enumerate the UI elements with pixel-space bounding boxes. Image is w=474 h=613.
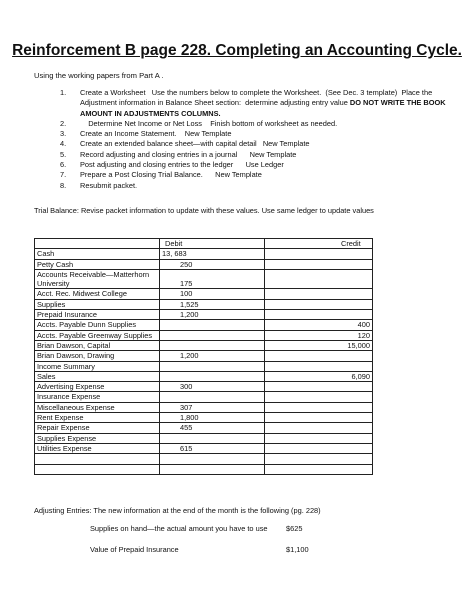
credit-cell	[265, 433, 373, 443]
account-cell	[35, 454, 160, 464]
step-number: 2.	[60, 118, 67, 128]
account-cell: Brian Dawson, Drawing	[35, 351, 160, 361]
step-text	[80, 150, 450, 160]
step-emphasis: DO NOT WRITE THE BOOK AMOUNT IN ADJUSTMENTS COLUMNS.	[80, 98, 446, 118]
debit-value	[162, 331, 180, 340]
debit-value: 250	[180, 259, 193, 269]
step-text	[80, 139, 450, 149]
page-title: Reinforcement B page 228. Completing an Accounting Cycle.	[12, 42, 462, 59]
trial-balance-note: Trial Balance: Revise packet information to update with these values. Use same ledger to update values	[34, 206, 374, 215]
debit-value	[162, 392, 180, 401]
step-item	[60, 119, 450, 129]
table-row	[35, 423, 373, 433]
debit-cell	[160, 433, 265, 443]
account-cell: Prepaid Insurance	[35, 310, 160, 320]
table-row	[35, 454, 373, 464]
step-text-body: Determine Net Income or Net Loss Finish bottom of worksheet as needed.	[80, 118, 338, 128]
debit-value	[162, 362, 180, 371]
table-row	[35, 351, 373, 361]
trial-balance-table	[34, 238, 373, 475]
step-text	[80, 88, 450, 119]
credit-cell	[265, 454, 373, 464]
header-debit: Debit	[160, 239, 265, 249]
step-text-body: Post adjusting and closing entries to the ledger Use Ledger	[80, 160, 284, 170]
debit-value	[162, 434, 180, 443]
debit-cell	[160, 382, 265, 392]
account-cell: Repair Expense	[35, 423, 160, 433]
step-number: 5.	[60, 149, 67, 159]
debit-value	[162, 341, 180, 350]
account-cell: Miscellaneous Expense	[35, 402, 160, 412]
credit-cell	[265, 289, 373, 299]
credit-cell	[265, 392, 373, 402]
account-cell: Accts. Payable Greenway Supplies	[35, 330, 160, 340]
intro-text: Using the working papers from Part A .	[34, 71, 164, 80]
account-cell: Advertising Expense	[35, 382, 160, 392]
table-row	[35, 392, 373, 402]
step-text-body: Create an Income Statement. New Template	[80, 129, 232, 139]
debit-value	[162, 465, 180, 474]
credit-cell	[265, 269, 373, 289]
table-row	[35, 330, 373, 340]
account-cell: Supplies Expense	[35, 433, 160, 443]
debit-cell	[160, 392, 265, 402]
account-cell: Insurance Expense	[35, 392, 160, 402]
step-text	[80, 160, 450, 170]
step-item	[60, 139, 450, 149]
step-text-body: Record adjusting and closing entries in a journal New Template	[80, 149, 297, 159]
table-row	[35, 299, 373, 309]
table-row	[35, 259, 373, 269]
step-number: 8.	[60, 180, 67, 190]
credit-cell	[265, 423, 373, 433]
debit-value: 100	[180, 289, 193, 299]
credit-cell	[265, 361, 373, 371]
debit-cell	[160, 443, 265, 453]
table-row	[35, 269, 373, 289]
debit-value: 1,200	[180, 351, 199, 361]
adjustment-label: Supplies on hand—the actual amount you have to use	[90, 524, 268, 533]
table-row	[35, 361, 373, 371]
debit-value: 1,200	[180, 310, 199, 320]
credit-cell	[265, 310, 373, 320]
table-row	[35, 371, 373, 381]
account-cell: Rent Expense	[35, 413, 160, 423]
account-cell	[35, 464, 160, 474]
step-text	[80, 181, 450, 191]
credit-cell: 6,090	[265, 371, 373, 381]
table-row	[35, 320, 373, 330]
account-cell: Supplies	[35, 299, 160, 309]
debit-cell	[160, 454, 265, 464]
debit-cell	[160, 320, 265, 330]
step-item	[60, 181, 450, 191]
account-cell: Acct. Rec. Midwest College	[35, 289, 160, 299]
adjustment-line	[90, 524, 302, 533]
table-header-row	[35, 239, 373, 249]
debit-value	[162, 454, 180, 463]
debit-cell	[160, 269, 265, 289]
debit-cell	[160, 402, 265, 412]
step-item	[60, 160, 450, 170]
credit-cell: 400	[265, 320, 373, 330]
credit-cell	[265, 351, 373, 361]
credit-cell: 15,000	[265, 340, 373, 350]
credit-cell	[265, 259, 373, 269]
debit-value	[162, 320, 180, 329]
credit-cell	[265, 249, 373, 259]
step-text-body: Create an extended balance sheet—with capital detail New Template	[80, 139, 310, 149]
step-text	[80, 119, 450, 129]
debit-cell	[160, 249, 265, 259]
step-item	[60, 150, 450, 160]
credit-cell	[265, 443, 373, 453]
adjustment-label: Value of Prepaid Insurance	[90, 545, 179, 554]
table-row	[35, 310, 373, 320]
debit-value: 1,800	[180, 413, 199, 423]
table-row	[35, 443, 373, 453]
step-text	[80, 170, 450, 180]
debit-cell	[160, 299, 265, 309]
adjustment-line	[90, 545, 309, 554]
step-text-body: Resubmit packet.	[80, 180, 138, 190]
step-text	[80, 129, 450, 139]
adjustment-value: $625	[286, 524, 303, 533]
account-cell: Accounts Receivable—Matterhorn University	[35, 269, 160, 289]
table-row	[35, 433, 373, 443]
debit-value: 175	[180, 279, 193, 289]
debit-cell	[160, 371, 265, 381]
debit-cell	[160, 259, 265, 269]
table-row	[35, 340, 373, 350]
debit-value: 307	[180, 402, 193, 412]
table-row	[35, 464, 373, 474]
table-row	[35, 413, 373, 423]
header-account	[35, 239, 160, 249]
debit-cell	[160, 310, 265, 320]
debit-value: 300	[180, 382, 193, 392]
account-cell: Utilities Expense	[35, 443, 160, 453]
step-number: 1.	[60, 88, 67, 97]
adjustment-value: $1,100	[286, 545, 309, 554]
header-credit: Credit	[265, 239, 373, 249]
debit-cell	[160, 413, 265, 423]
step-text-body: Prepare a Post Closing Trial Balance. New Template	[80, 170, 262, 180]
debit-cell	[160, 361, 265, 371]
credit-cell	[265, 413, 373, 423]
account-cell: Petty Cash	[35, 259, 160, 269]
credit-cell	[265, 299, 373, 309]
credit-cell: 120	[265, 330, 373, 340]
debit-value	[162, 372, 180, 381]
debit-value: 13, 683	[162, 249, 187, 259]
step-list	[60, 88, 450, 191]
step-text-body: Create a Worksheet Use the numbers below to complete the Worksheet. (See Dec. 3 template) Place the Adjustment information in Balance Sheet section: determine adjusting entry value	[80, 88, 434, 108]
debit-cell	[160, 330, 265, 340]
credit-cell	[265, 464, 373, 474]
table-row	[35, 249, 373, 259]
credit-cell	[265, 382, 373, 392]
step-number: 4.	[60, 139, 67, 149]
debit-value: 455	[180, 423, 193, 433]
step-item	[60, 170, 450, 180]
step-number: 3.	[60, 129, 67, 139]
debit-cell	[160, 423, 265, 433]
account-cell: Sales	[35, 371, 160, 381]
credit-cell	[265, 402, 373, 412]
table-row	[35, 382, 373, 392]
debit-cell	[160, 289, 265, 299]
account-cell: Cash	[35, 249, 160, 259]
step-item	[60, 129, 450, 139]
table-row	[35, 289, 373, 299]
step-item	[60, 88, 450, 119]
debit-cell	[160, 464, 265, 474]
debit-value: 1,525	[180, 299, 199, 309]
debit-value: 615	[180, 443, 193, 453]
debit-cell	[160, 340, 265, 350]
account-cell: Income Summary	[35, 361, 160, 371]
adjusting-entries-note: Adjusting Entries: The new information at the end of the month is the following (pg. 228)	[34, 506, 321, 515]
step-number: 7.	[60, 170, 67, 180]
table-row	[35, 402, 373, 412]
debit-cell	[160, 351, 265, 361]
account-cell: Accts. Payable Dunn Supplies	[35, 320, 160, 330]
step-number: 6.	[60, 160, 67, 170]
account-cell: Brian Dawson, Capital	[35, 340, 160, 350]
